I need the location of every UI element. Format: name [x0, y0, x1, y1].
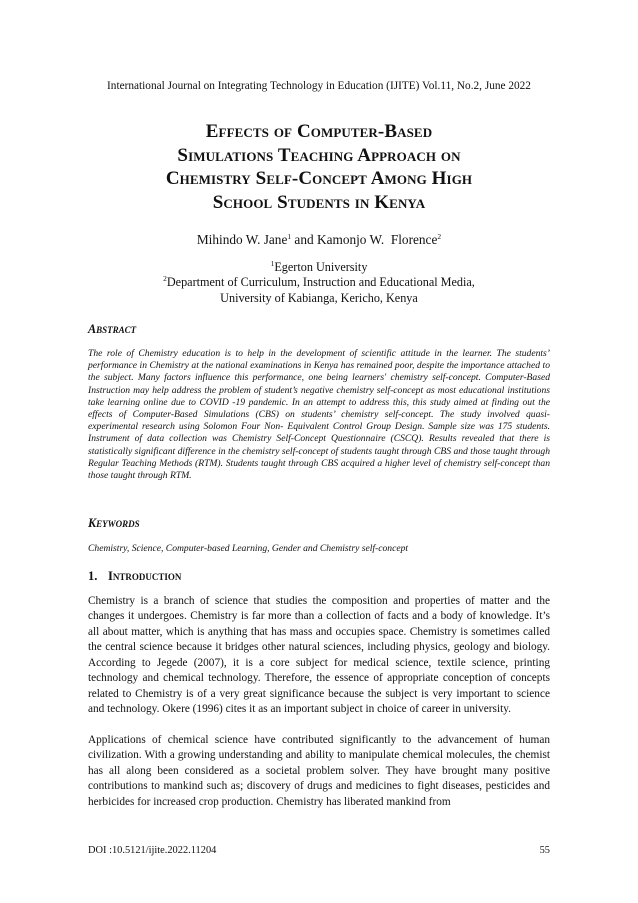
section-number: 1. — [88, 569, 98, 583]
title-line: Simulations Teaching Approach on — [177, 144, 461, 166]
title-line: Chemistry Self-Concept Among High — [165, 168, 473, 189]
section-title: Introduction — [108, 569, 182, 583]
affiliation — [0, 275, 638, 290]
affiliation — [0, 260, 638, 275]
keywords-heading: Keywords — [88, 516, 140, 530]
author-connector: and — [291, 232, 317, 247]
title-line: Effects of Computer-Based — [205, 121, 433, 142]
keywords-text: Chemistry, Science, Computer-based Learning, Gender and Chemistry self-concept — [88, 543, 409, 554]
affiliation-name: Department of Curriculum, Instruction and Educational Media, — [166, 275, 475, 290]
abstract-heading: Abstract — [88, 322, 137, 336]
paper-title — [60, 120, 578, 214]
page-number: 55 — [539, 845, 550, 856]
author-affiliation-mark: 1 — [287, 232, 292, 241]
affiliations — [0, 260, 638, 306]
author-name: Kamonjo W. Florence — [316, 232, 438, 247]
author-list — [0, 232, 638, 248]
affiliation-continued: University of Kabianga, Kericho, Kenya — [220, 290, 418, 305]
running-header: International Journal on Integrating Technology in Education (IJITE) Vol.11, No.2, June 2022 — [107, 80, 531, 92]
body-paragraph: Chemistry is a branch of science that studies the composition and properties of matter and the changes it undergoes. Chemistry is far more than a collection of facts and a body of knowledge. It’s all about matter, which is anything that has mass and occupies space. Chemistry is sometimes called the central science because it bridges other natural sciences, including physics, geology and biology. According to Jegede (2007), it is a core subject for medical science, textile science, printing technology and chemical technology. Therefore, the essence of appropriate conception of concepts related to Chemistry is of a very great significance because the subject is very important to science and technology. Okere (1996) cites it as an important subject in choice of career in university. — [88, 595, 550, 716]
title-line: School Students in Kenya — [212, 191, 426, 213]
author-affiliation-mark: 2 — [437, 232, 442, 241]
introduction-heading — [88, 569, 181, 584]
author-name: Mihindo W. Jane — [196, 232, 288, 247]
body-paragraph: Applications of chemical science have contributed significantly to the advancement of human civilization. With a growing understanding and ability to manipulate chemical molecules, the chemist has all along been considered as a societal problem solver. They have brought many positive contributions to mankind such as; discovery of drugs and medicines to fight diseases, pesticides and herbicides for increased crop production. Chemistry has liberated mankind from — [88, 734, 550, 808]
doi-link[interactable]: DOI :10.5121/ijite.2022.11204 — [88, 845, 217, 856]
abstract-text: The role of Chemistry education is to help in the development of scientific attitude in the learner. The students’ performance in Chemistry at the national examinations in Kenya has remained poor, despite the importance attached to the subject. Many factors influence this performance, one being learners' chemistry self-concept. Computer-Based Instruction may help address the problem of student’s negative chemistry self-concept as most educational institutions take learning online due to COVID -19 pandemic. In an attempt to address this, this study aimed at finding out the effects of Computer-Based Simulations (CBS) on students’ chemistry self-concept. The study involved quasi-experimental research using Solomon Four Non- Equivalent Control Group Design. Sample size was 175 students. Instrument of data collection was Chemistry Self-Concept Questionnaire (CSCQ). Results revealed that there is statistically significant difference in the chemistry self-concept of students taught through CBS and those taught through Regular Teaching Methods (RTM). Students taught through CBS acquired a higher level of chemistry self-concept than those taught through RTM. — [88, 348, 550, 482]
affiliation-mark: 1 — [270, 259, 275, 268]
affiliation-mark: 2 — [163, 274, 167, 284]
affiliation-name: Egerton University — [274, 260, 368, 274]
